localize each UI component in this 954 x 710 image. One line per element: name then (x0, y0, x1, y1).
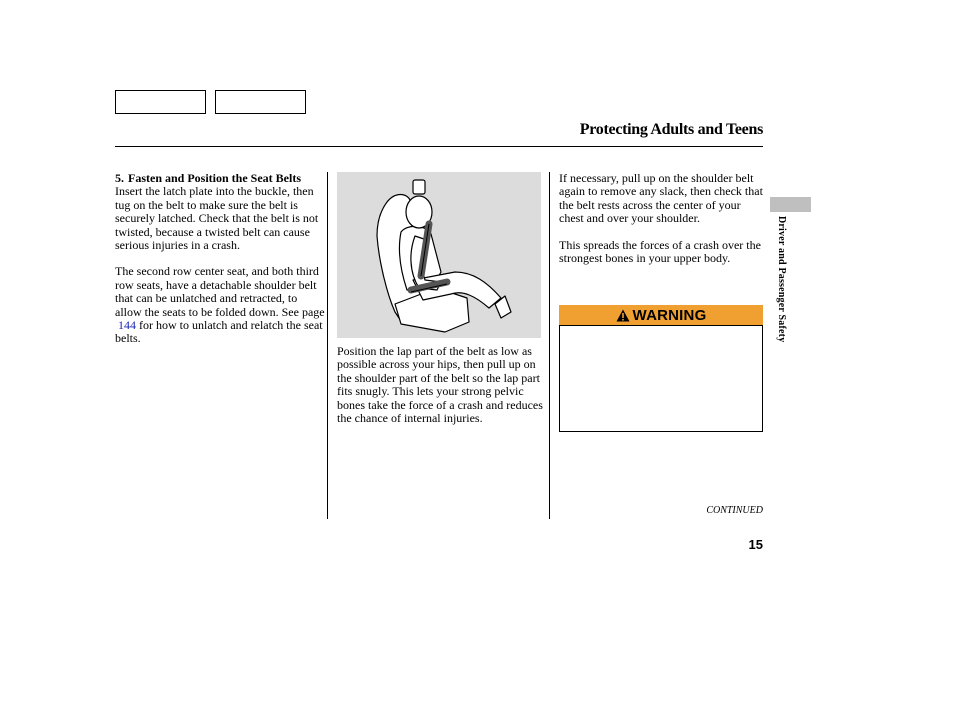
section-tab[interactable] (770, 197, 811, 212)
headrest-post (413, 180, 425, 194)
left-column (115, 172, 325, 346)
step-number: 5. (115, 171, 124, 185)
seatbelt-illustration (337, 172, 541, 338)
section-tab-label: Driver and Passenger Safety (776, 216, 787, 343)
right-column (559, 172, 765, 265)
warning-triangle-icon (616, 309, 630, 322)
paragraph-detachable-belt (115, 265, 325, 345)
paragraph-detachable-belt-text: The second row center seat, and both third row seats, have a detachable shoulder belt that can be unlatched and retracted, to allow the seats to be folded down. See page (115, 264, 325, 319)
paragraph-detachable-belt-tail: for how to unlatch and relatch the seat belts. (115, 318, 323, 346)
paragraph-latch: Insert the latch plate into the buckle, then tug on the belt to make sure the belt is securely latched. Check that the belt is not twisted, because a twisted belt can cause serious injuries in a crash. (115, 184, 319, 253)
step-heading: Fasten and Position the Seat Belts (128, 171, 302, 185)
paragraph-spreads-forces: This spreads the forces of a crash over the strongest bones in your upper body. (559, 237, 761, 266)
paragraph-shoulder-belt: If necessary, pull up on the shoulder belt again to remove any slack, then check that the belt rests across the center of your chest and over your shoulder. (559, 171, 763, 226)
section-heading (115, 172, 325, 185)
seated-person-drawing (337, 172, 541, 338)
warning-label: WARNING (632, 306, 707, 324)
column-divider-left (327, 172, 328, 519)
page-number: 15 (748, 537, 763, 552)
header-rule (115, 146, 763, 147)
continued-label: CONTINUED (706, 505, 763, 516)
middle-column (337, 345, 543, 425)
warning-header (559, 305, 763, 325)
nav-box-left[interactable] (115, 90, 206, 114)
column-divider-right (549, 172, 550, 519)
page-link-144[interactable]: 144 (118, 318, 136, 333)
warning-box (559, 325, 763, 432)
nav-box-right[interactable] (215, 90, 306, 114)
page-title: Protecting Adults and Teens (579, 121, 763, 138)
paragraph-lap-belt: Position the lap part of the belt as low as possible across your hips, then pull up on the shoulder part of the belt so the lap part fits snugly. This lets your strong pelvic bones take the force of a crash and reduces the chance of internal injuries. (337, 344, 543, 426)
